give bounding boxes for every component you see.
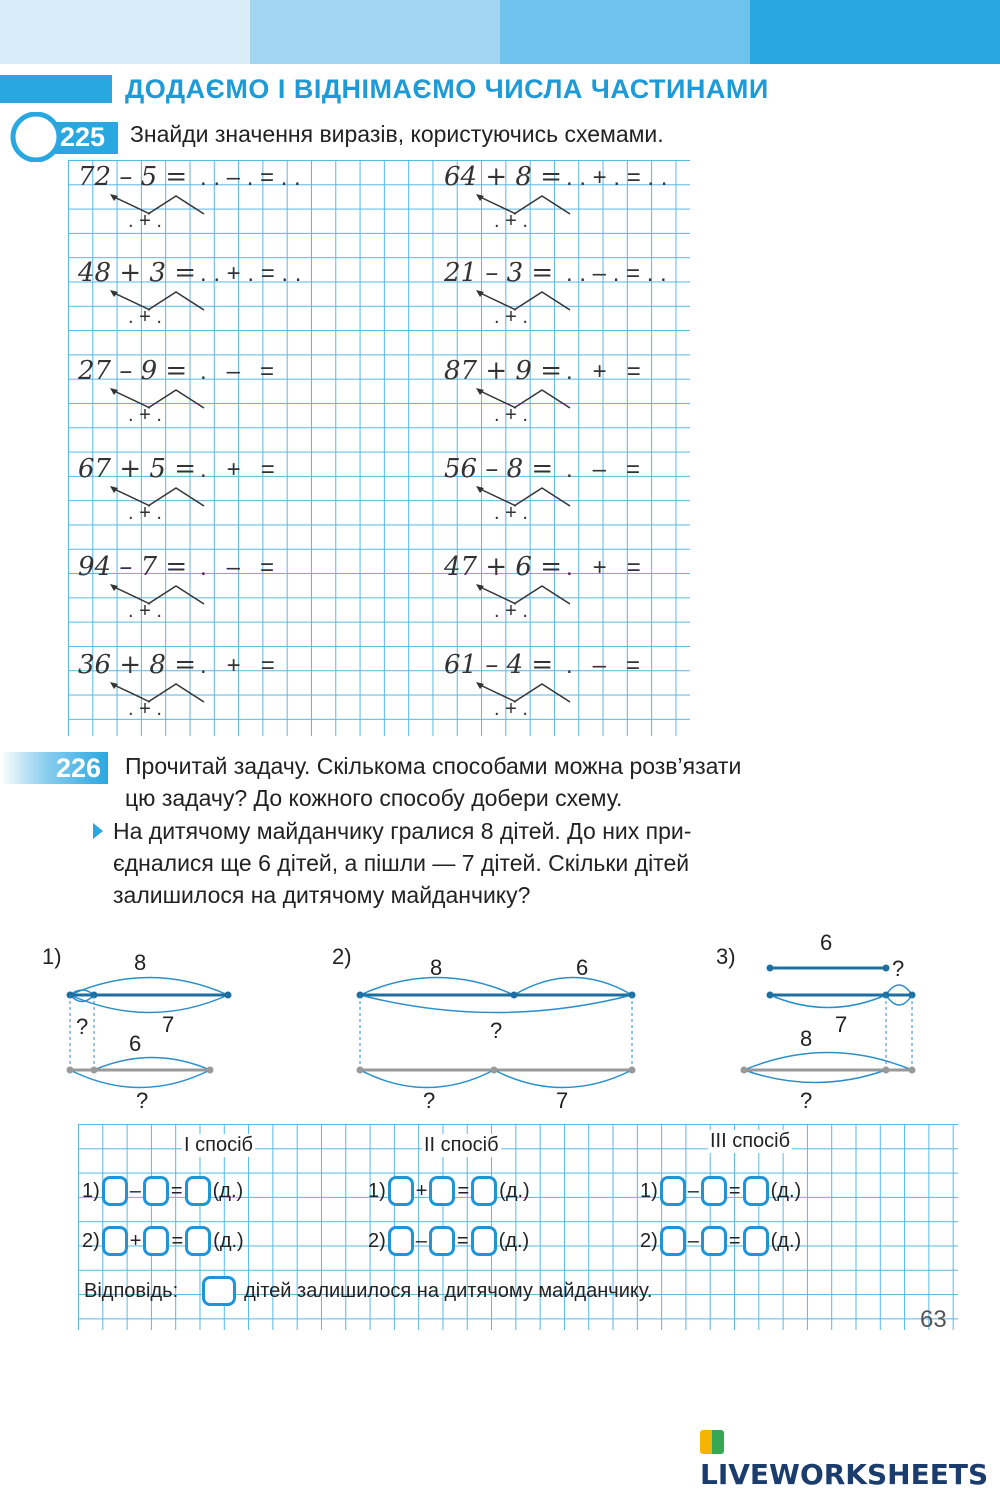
answer-box[interactable] xyxy=(102,1176,128,1206)
top-banner xyxy=(0,0,1000,64)
answer-box[interactable] xyxy=(388,1176,414,1206)
scheme-label: 3) xyxy=(716,944,736,969)
expression-blanks[interactable]: . . + . = . . xyxy=(566,164,668,191)
answer-box[interactable] xyxy=(143,1226,169,1256)
equation-row xyxy=(640,1176,801,1206)
unit-label: (д.) xyxy=(770,1229,802,1252)
unit-label: (д.) xyxy=(213,1229,244,1252)
split-blanks[interactable]: . + . xyxy=(128,502,162,524)
answer-box[interactable] xyxy=(143,1176,169,1206)
split-scheme-icon xyxy=(464,386,584,416)
unit-label: (д.) xyxy=(212,1179,244,1202)
liveworksheets-icon xyxy=(700,1430,724,1454)
row-number: 1) xyxy=(368,1179,386,1202)
answer-box[interactable] xyxy=(185,1176,211,1206)
row-number: 2) xyxy=(368,1229,386,1252)
expression-blanks[interactable]: . + = xyxy=(200,652,275,679)
expression: 72 – 5 = xyxy=(78,162,188,192)
scheme-value: 8 xyxy=(134,950,147,975)
task-instruction: Знайди значення виразів, користуючись схемами. xyxy=(130,121,664,147)
way-2-heading: ІІ спосіб xyxy=(424,1134,499,1156)
row-number: 1) xyxy=(82,1179,100,1202)
split-scheme-icon xyxy=(464,192,584,222)
answer-label: Відповідь: xyxy=(84,1279,179,1302)
expression-blanks[interactable]: . + = xyxy=(566,554,641,581)
split-blanks[interactable]: . + . xyxy=(494,210,528,232)
equation-row xyxy=(640,1226,801,1256)
title-accent-bar xyxy=(0,75,112,103)
scheme-value: 8 xyxy=(430,955,443,980)
expression: 67 + 5 = xyxy=(78,454,196,484)
scheme-value: 7 xyxy=(556,1088,569,1113)
expression-blanks[interactable]: . – = xyxy=(200,358,275,385)
page-number: 63 xyxy=(920,1306,947,1333)
scheme-value: 7 xyxy=(835,1012,848,1037)
operator: – xyxy=(415,1229,427,1252)
split-scheme-icon xyxy=(464,484,584,514)
scheme-value: ? xyxy=(76,1014,89,1039)
expression: 21 – 3 = xyxy=(444,258,554,288)
scheme-label: 1) xyxy=(42,944,62,969)
way-3-heading: ІІІ спосіб xyxy=(710,1130,791,1152)
split-blanks[interactable]: . + . xyxy=(128,600,162,622)
split-scheme-icon xyxy=(464,680,584,710)
unit-label: (д.) xyxy=(770,1179,802,1202)
operator: = xyxy=(728,1229,741,1252)
brand-logo xyxy=(700,1425,1000,1491)
answer-box[interactable] xyxy=(701,1176,727,1206)
operator: + xyxy=(415,1179,428,1202)
operator: = xyxy=(171,1229,184,1252)
expression: 47 + 6 = xyxy=(444,552,562,582)
scheme-value: 7 xyxy=(162,1012,175,1037)
split-scheme-icon xyxy=(98,582,218,612)
expression-blanks[interactable]: . . + . = . . xyxy=(200,260,302,287)
scheme-value: ? xyxy=(892,956,905,981)
answer-box[interactable] xyxy=(660,1176,686,1206)
task-instruction-line: цю задачу? До кожного способу добери схему. xyxy=(125,785,623,811)
split-blanks[interactable]: . + . xyxy=(494,306,528,328)
way-1-heading: І спосіб xyxy=(184,1134,253,1156)
answer-box[interactable] xyxy=(429,1176,455,1206)
split-scheme-icon xyxy=(464,288,584,318)
expression-blanks[interactable]: . . – . = . . xyxy=(200,164,301,191)
answer-row xyxy=(84,1276,652,1306)
answer-box[interactable] xyxy=(471,1226,497,1256)
scheme-label: 2) xyxy=(332,944,352,969)
operator: = xyxy=(170,1179,183,1202)
page-title: ДОДАЄМО І ВІДНІМАЄМО ЧИСЛА ЧАСТИНАМИ xyxy=(125,74,769,104)
scheme-value: ? xyxy=(423,1088,436,1113)
row-number: 2) xyxy=(640,1229,658,1252)
split-scheme-icon xyxy=(98,288,218,318)
expression: 64 + 8 = xyxy=(444,162,562,192)
split-scheme-icon xyxy=(98,680,218,710)
scheme-3 xyxy=(741,965,916,1083)
expression: 56 – 8 = xyxy=(444,454,554,484)
operator: = xyxy=(728,1179,741,1202)
scheme-1 xyxy=(67,978,232,1088)
problem-text-line: На дитячому майданчику гралися 8 дітей. До них при- xyxy=(113,818,692,844)
split-scheme-icon xyxy=(98,484,218,514)
answer-box[interactable] xyxy=(660,1226,686,1256)
answer-text: дітей залишилося на дитячому майданчику. xyxy=(244,1279,653,1302)
expression: 87 + 9 = xyxy=(444,356,562,386)
problem-text-line: єдналися ще 6 дітей, а пішли — 7 дітей. Скільки дітей xyxy=(113,850,690,876)
brand-name: LIVEWORKSHEETS xyxy=(700,1458,989,1491)
scheme-value: ? xyxy=(490,1018,503,1043)
split-blanks[interactable]: . + . xyxy=(494,600,528,622)
split-blanks[interactable]: . + . xyxy=(128,698,162,720)
operator: – xyxy=(687,1179,699,1202)
task-number: 225 xyxy=(60,122,106,152)
equation-row xyxy=(82,1226,244,1256)
operator: + xyxy=(129,1229,142,1252)
operator: – xyxy=(129,1179,141,1202)
split-blanks[interactable]: . + . xyxy=(494,502,528,524)
expression-blanks[interactable]: . + = xyxy=(566,358,641,385)
answer-box[interactable] xyxy=(743,1226,769,1256)
equation-row xyxy=(368,1176,530,1206)
problem-text-line: залишилося на дитячому майданчику? xyxy=(113,882,531,908)
split-scheme-icon xyxy=(464,582,584,612)
unit-label: (д.) xyxy=(498,1229,530,1252)
expression-blanks[interactable]: . – = xyxy=(566,652,641,679)
expression-blanks[interactable]: . – = xyxy=(200,554,275,581)
answer-box[interactable] xyxy=(185,1226,211,1256)
split-blanks[interactable]: . + . xyxy=(494,404,528,426)
expression: 94 – 7 = xyxy=(78,552,188,582)
answer-box[interactable] xyxy=(102,1226,128,1256)
expression: 48 + 3 = xyxy=(78,258,196,288)
split-scheme-icon xyxy=(98,386,218,416)
expression-blanks[interactable]: . – = xyxy=(566,456,641,483)
answer-box[interactable] xyxy=(743,1176,769,1206)
expression-blanks[interactable]: . . – . = . . xyxy=(566,260,667,287)
expression: 27 – 9 = xyxy=(78,356,188,386)
split-scheme-icon xyxy=(98,192,218,222)
expression: 61 – 4 = xyxy=(444,650,554,680)
equation-row xyxy=(82,1176,243,1206)
task-number: 226 xyxy=(56,753,102,783)
split-blanks[interactable]: . + . xyxy=(128,210,162,232)
answer-box[interactable] xyxy=(701,1226,727,1256)
play-arrow-icon xyxy=(91,822,105,840)
scheme-value: 6 xyxy=(129,1031,142,1056)
operator: = xyxy=(456,1229,469,1252)
row-number: 2) xyxy=(82,1229,100,1252)
scheme-value: 6 xyxy=(820,930,833,955)
scheme-value: 6 xyxy=(576,955,589,980)
scheme-value: 8 xyxy=(800,1026,813,1051)
expression-blanks[interactable]: . + = xyxy=(200,456,275,483)
operator: – xyxy=(687,1229,699,1252)
answer-box[interactable] xyxy=(429,1226,455,1256)
task-instruction-line: Прочитай задачу. Скількома способами можна розв’язати xyxy=(125,753,742,779)
answer-box[interactable] xyxy=(202,1276,236,1306)
expression: 36 + 8 = xyxy=(78,650,196,680)
answer-box[interactable] xyxy=(388,1226,414,1256)
scheme-value: ? xyxy=(136,1088,149,1113)
scheme-value: ? xyxy=(800,1088,813,1113)
equation-row xyxy=(368,1226,529,1256)
unit-label: (д.) xyxy=(499,1179,530,1202)
row-number: 1) xyxy=(640,1179,658,1202)
answer-box[interactable] xyxy=(471,1176,497,1206)
split-blanks[interactable]: . + . xyxy=(128,404,162,426)
split-blanks[interactable]: . + . xyxy=(128,306,162,328)
split-blanks[interactable]: . + . xyxy=(494,698,528,720)
operator: = xyxy=(457,1179,470,1202)
